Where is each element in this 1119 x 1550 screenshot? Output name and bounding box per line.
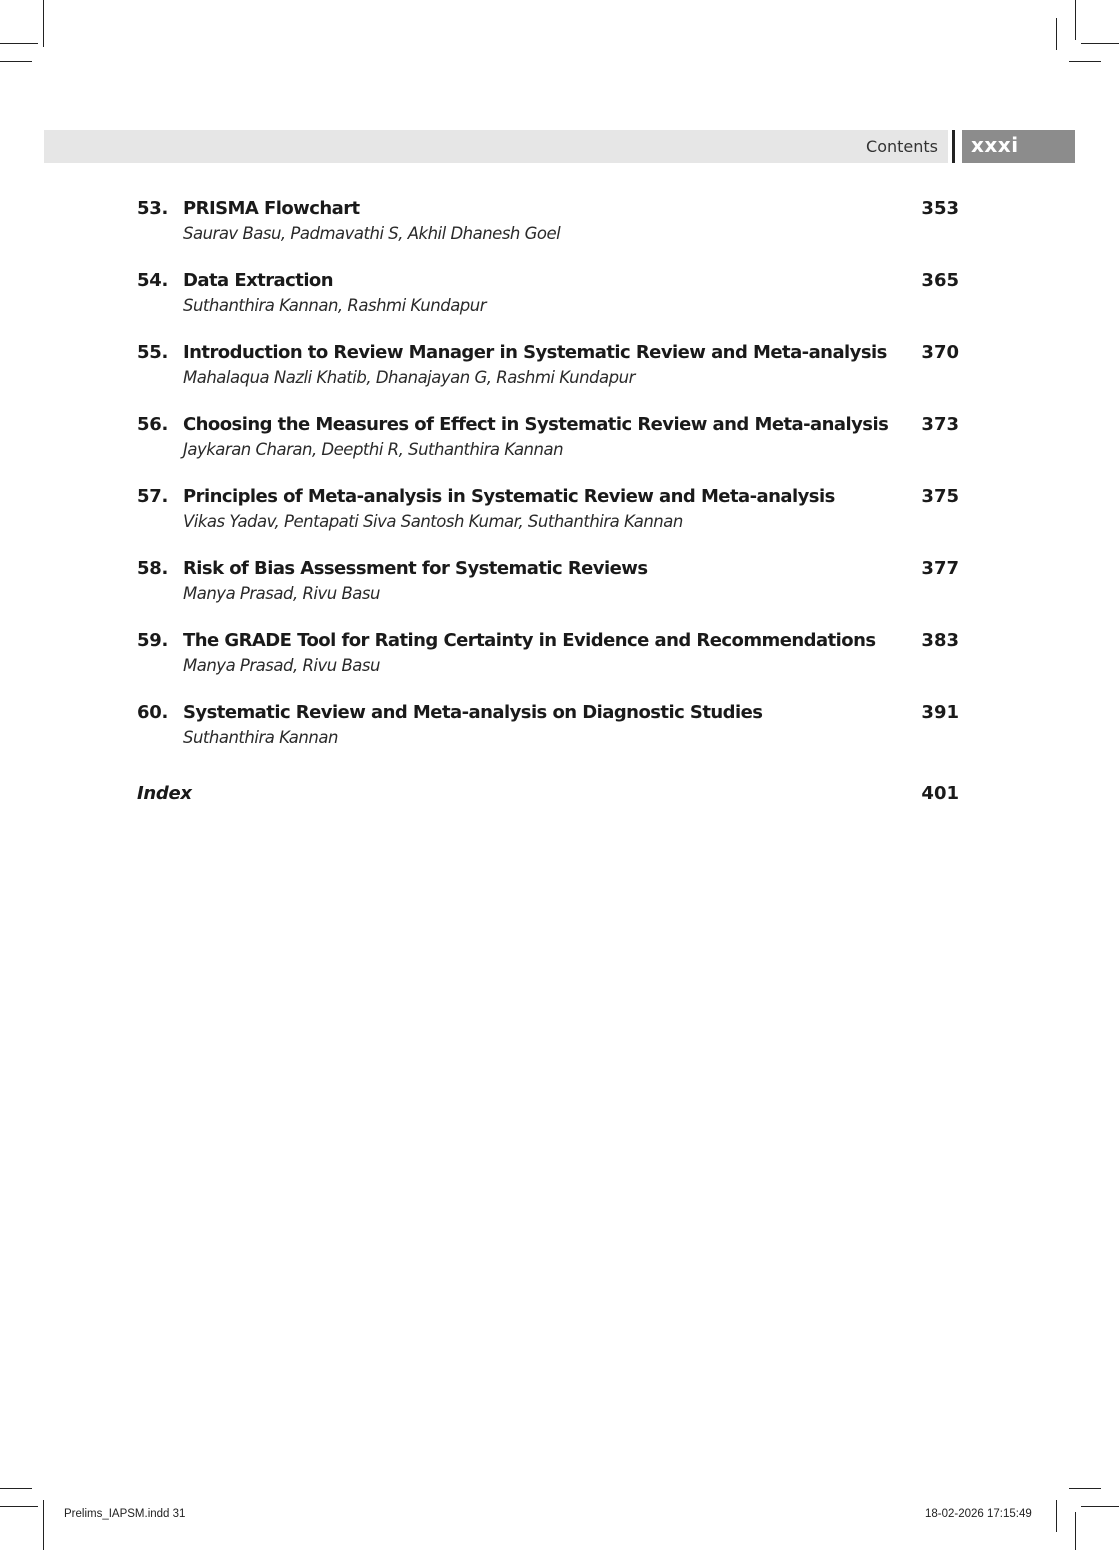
chapter-title[interactable]: PRISMA Flowchart: [183, 198, 360, 219]
chapter-page[interactable]: 383: [921, 630, 959, 651]
table-of-contents: [137, 196, 967, 823]
crop-mark: [1081, 1506, 1119, 1507]
toc-index-entry[interactable]: [137, 783, 967, 823]
toc-entry[interactable]: [137, 484, 967, 556]
crop-mark: [0, 1506, 38, 1507]
crop-mark: [43, 1500, 44, 1550]
chapter-authors: Manya Prasad, Rivu Basu: [183, 584, 380, 603]
index-page[interactable]: 401: [921, 783, 959, 804]
chapter-title[interactable]: Risk of Bias Assessment for Systematic Reviews: [183, 558, 648, 579]
chapter-number: 54.: [137, 270, 168, 291]
chapter-number: 53.: [137, 198, 168, 219]
crop-mark: [1069, 1488, 1101, 1489]
toc-entry[interactable]: [137, 268, 967, 340]
chapter-number: 55.: [137, 342, 168, 363]
chapter-authors: Mahalaqua Nazli Khatib, Dhanajayan G, Rashmi Kundapur: [183, 368, 635, 387]
toc-entry[interactable]: [137, 196, 967, 268]
chapter-title[interactable]: Introduction to Review Manager in Systematic Review and Meta-analysis: [183, 342, 887, 363]
chapter-title[interactable]: Choosing the Measures of Effect in Systematic Review and Meta-analysis: [183, 414, 889, 435]
header-divider: [952, 130, 955, 163]
toc-entry[interactable]: [137, 340, 967, 412]
slug-filename: Prelims_IAPSM.indd 31: [64, 1508, 186, 1520]
toc-entry[interactable]: [137, 700, 967, 772]
chapter-authors: Suthanthira Kannan, Rashmi Kundapur: [183, 296, 487, 315]
chapter-number: 56.: [137, 414, 168, 435]
chapter-page[interactable]: 377: [921, 558, 959, 579]
crop-mark: [1081, 43, 1119, 44]
running-header-title: Contents: [866, 137, 938, 156]
crop-mark: [1056, 1500, 1057, 1532]
chapter-page[interactable]: 365: [921, 270, 959, 291]
chapter-authors: Suthanthira Kannan: [183, 728, 338, 747]
chapter-page[interactable]: 353: [921, 198, 959, 219]
toc-entry[interactable]: [137, 628, 967, 700]
chapter-title[interactable]: Data Extraction: [183, 270, 334, 291]
chapter-page[interactable]: 391: [921, 702, 959, 723]
chapter-number: 59.: [137, 630, 168, 651]
crop-mark: [1056, 18, 1057, 50]
running-header: [44, 130, 948, 163]
chapter-title[interactable]: Principles of Meta-analysis in Systematic Review and Meta-analysis: [183, 486, 835, 507]
crop-mark: [0, 61, 32, 62]
crop-mark: [1069, 61, 1101, 62]
chapter-number: 57.: [137, 486, 168, 507]
page-number: xxxi: [971, 133, 1019, 157]
crop-mark: [0, 1488, 32, 1489]
slug-timestamp: 18-02-2026 17:15:49: [925, 1508, 1032, 1520]
chapter-number: 58.: [137, 558, 168, 579]
toc-entry[interactable]: [137, 412, 967, 484]
index-label[interactable]: Index: [137, 783, 192, 804]
chapter-page[interactable]: 373: [921, 414, 959, 435]
toc-entry[interactable]: [137, 556, 967, 628]
chapter-authors: Jaykaran Charan, Deepthi R, Suthanthira Kannan: [183, 440, 564, 459]
crop-mark: [1075, 0, 1076, 40]
chapter-title[interactable]: Systematic Review and Meta-analysis on Diagnostic Studies: [183, 702, 763, 723]
chapter-page[interactable]: 375: [921, 486, 959, 507]
crop-mark: [43, 0, 44, 47]
page-number-box: [962, 130, 1075, 163]
chapter-authors: Manya Prasad, Rivu Basu: [183, 656, 380, 675]
chapter-page[interactable]: 370: [921, 342, 959, 363]
chapter-authors: Vikas Yadav, Pentapati Siva Santosh Kumar, Suthanthira Kannan: [183, 512, 683, 531]
crop-mark: [1075, 1512, 1076, 1550]
chapter-authors: Saurav Basu, Padmavathi S, Akhil Dhanesh Goel: [183, 224, 561, 243]
chapter-number: 60.: [137, 702, 168, 723]
chapter-title[interactable]: The GRADE Tool for Rating Certainty in Evidence and Recommendations: [183, 630, 876, 651]
crop-mark: [0, 43, 38, 44]
